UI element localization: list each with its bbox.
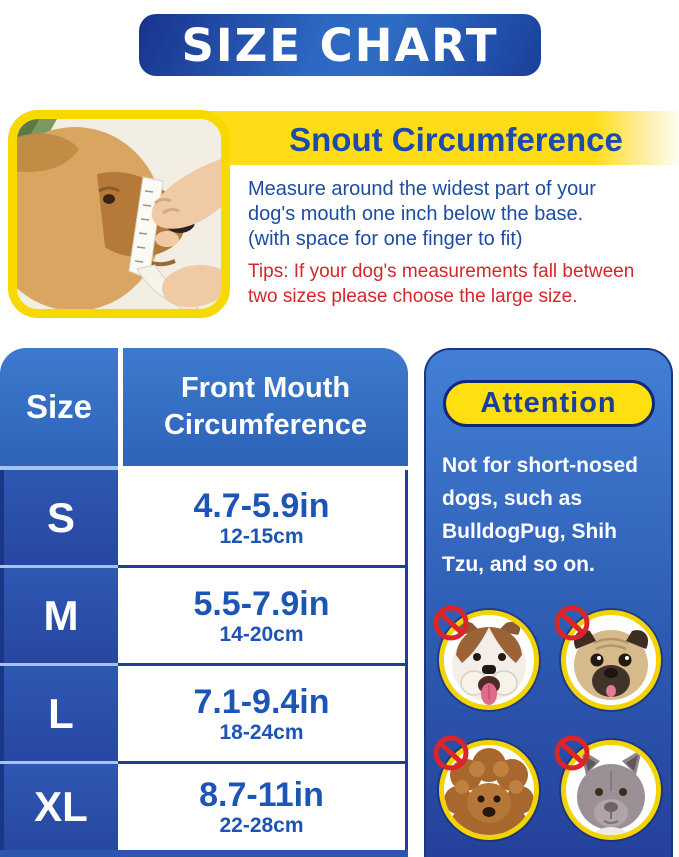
sizing-tips-line: Tips: If your dog's measurements fall between [248,261,635,282]
sizing-tips-line: two sizes please choose the large size. [248,286,578,307]
measure-instruction-line: Measure around the widest part of your [248,178,596,200]
size-column-header: Size [0,348,118,466]
table-row-size-xl: XL [0,764,118,850]
page-title-banner [139,14,541,76]
attention-badge: Attention [443,380,655,427]
table-row-size-s: S [0,470,118,565]
page-title: SIZE CHART [181,18,499,72]
snout-section-heading: Snout Circumference [289,121,623,158]
sizing-tips [248,259,672,309]
no-symbol-icon [553,604,591,642]
table-row-value-m: 5.5-7.9in 14-20cm [118,568,408,663]
circumference-column-header: Front Mouth Circumference [123,348,408,466]
table-row-value-xl: 8.7-11in 22-28cm [118,764,408,850]
attention-panel [424,348,673,857]
table-row-size-m: M [0,568,118,663]
table-row-size-l: L [0,666,118,761]
table-row-value-l: 7.1-9.4in 18-24cm [118,666,408,761]
snout-measurement-photo [8,110,230,318]
measure-instruction-line: (with space for one finger to fit) [248,228,523,250]
no-symbol-icon [432,734,470,772]
attention-text: Not for short-nosed dogs, such as BulldogPug, Shih Tzu, and so on. [442,454,638,576]
no-symbol-icon [553,734,591,772]
table-row-value-s: 4.7-5.9in 12-15cm [118,470,408,565]
table-bottom-edge [0,850,408,857]
measure-instructions [248,177,672,252]
no-symbol-icon [432,604,470,642]
dog-measuring-photo-illustration [17,119,221,309]
measure-instruction-line: dog's mouth one inch below the base. [248,203,584,225]
